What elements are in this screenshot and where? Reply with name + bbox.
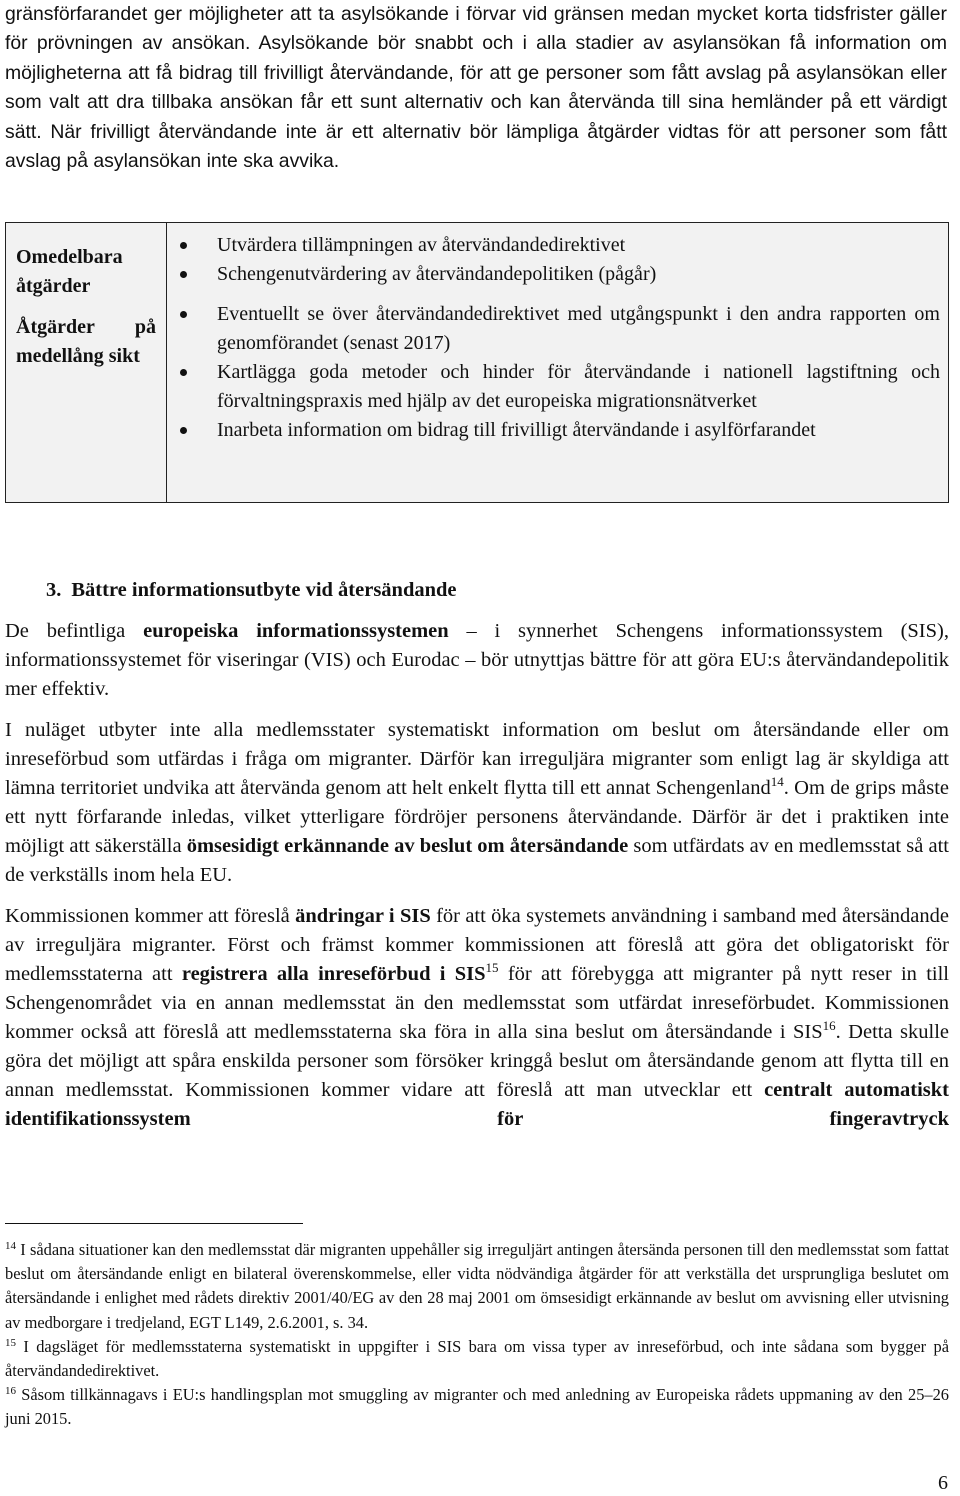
section-number: 3. — [46, 579, 62, 601]
text-run: . Om de grips måste ett nytt förfarande inledas, vilket ytterligare fördröjer personens återvändande. Därför är det i praktiken inte möjligt att säkerställa — [5, 777, 950, 857]
text-run: De befintliga — [5, 620, 144, 642]
text-run: för att öka systemets användning i samband med återsändande av irreguljära migranter. Först och främst kommer kommissionen att föreslå att göra det obligatoriskt för medlemsstaterna att — [5, 905, 949, 985]
text-run: som utfärdats av en medlemsstat så att de verkställs inom hela EU. — [5, 835, 949, 886]
footnote-ref: 14 — [770, 774, 784, 789]
list-item: Utvärdera tillämpningen av återvändandedirektivet — [177, 231, 940, 260]
paragraph-1 — [5, 617, 949, 704]
section-title: Bättre informationsutbyte vid återsändande — [71, 579, 457, 601]
body-text — [5, 617, 949, 1134]
footnote — [5, 1335, 949, 1383]
footnote-ref: 16 — [822, 1018, 836, 1033]
footnote — [5, 1383, 949, 1431]
list-item: Eventuellt se över återvändandedirektivet med utgångspunkt i den andra rapporten om genomförandet (senast 2017) — [177, 300, 940, 358]
action-table-labels — [6, 223, 167, 502]
footnotes — [5, 1238, 949, 1432]
action-table — [5, 222, 949, 503]
footnote-text: I dagsläget för medlemsstaterna systematiskt in uppgifter i SIS bara om vissa typer av inreseförbud, och inte sådana som bygger på återvändandedirektivet. — [5, 1336, 949, 1381]
intro-paragraph: gränsförfarandet ger möjligheter att ta asylsökande i förvar vid gränsen medan mycket korta tidsfrister gäller för prövningen av ansökan. Asylsökande bör snabbt och i alla stadier av asylansökan få information om möjligheterna att få bidrag till frivilligt återvändande, för att ge personer som fått avslag på asylansökan eller som valt att dra tillbaka ansökan får ett sunt alternativ och kan återvända till sina hemländer på ett värdigt sätt. När frivilligt återvändande inte är ett alternativ bör lämpliga åtgärder vidtas för att personer som fått avslag på asylansökan inte ska avvika. — [5, 3, 947, 173]
text-run-bold: registrera alla inreseförbud i SIS — [181, 963, 486, 985]
label-medium-term-actions: Åtgärder på medellång sikt — [16, 316, 156, 367]
list-item: Inarbeta information om bidrag till frivilligt återvändande i asylförfarandet — [177, 416, 940, 445]
text-run-bold: ändringar i SIS — [295, 905, 431, 927]
document-page — [5, 0, 950, 1429]
text-run-bold: centralt automatiskt identifikationssystem för fingeravtryck — [5, 1079, 949, 1130]
page-number: 6 — [938, 1472, 948, 1494]
footnote-ref: 15 — [485, 960, 499, 975]
label-immediate-actions: Omedelbara åtgärder — [16, 246, 123, 297]
text-run-bold: ömsesidigt erkännande av beslut om återsändande — [186, 835, 629, 857]
footnote-text: Såsom tillkännagavs i EU:s handlingsplan mot smuggling av migranter och med anledning av Europeiska rådets uppmaning av den 25–26 juni 2015. — [5, 1385, 949, 1429]
footnote-text: I sådana situationer kan den medlemsstat där migranten uppehåller sig irreguljärt antingen återsända personen till den medlemsstat som fattat beslut om återsändande enligt en bilateral överenskommelse, eller vidta nödvändiga åtgärder för att verkställa det ursprungliga beslutet om återsändande i enlighet med rådets direktiv 2001/40/EG av den 28 maj 2001 om ömsesidigt erkännande av beslut om avvisning eller utvisning av medborgare i tredjeland, EGT L149, 2.6.2001, s. 34. — [5, 1240, 949, 1332]
footnote-divider — [5, 1223, 303, 1224]
footnote-number: 14 — [5, 1240, 16, 1252]
list-item: Schengenutvärdering av återvändandepolitiken (pågår) — [177, 260, 940, 289]
text-run: för att förebygga att migranter på nytt reser in till Schengenområdet via en annan medlemsstat än den medlemsstat som utfärdat inreseförbudet. Kommissionen kommer också att föreslå att medlemsstaterna ska föra in alla sina beslut om återsändande i SIS — [5, 963, 950, 1043]
text-run: Kommissionen kommer att föreslå — [5, 905, 296, 927]
text-run: – i synnerhet Schengens informationssystem (SIS), informationssystemet för viseringar (VIS) och Eurodac – bör utnyttjas bättre för att göra EU:s återvändandepolitik mer effektiv. — [5, 620, 949, 700]
footnote — [5, 1238, 949, 1335]
text-run-bold: europeiska informationssystemen — [143, 620, 449, 642]
text-run: I nuläget utbyter inte alla medlemsstater systematiskt information om beslut om återsändande eller om inreseförbud som utfärdas i fråga om migranter. Därför kan irreguljära migranter som enligt lag är skyldiga att lämna territoriet undvika att återvända genom att helt enkelt flytta till ett annat Schengenland — [5, 719, 949, 799]
action-list — [177, 231, 940, 445]
section-heading — [46, 576, 457, 605]
paragraph-2 — [5, 716, 949, 890]
footnote-number: 15 — [5, 1336, 16, 1349]
footnote-number: 16 — [5, 1385, 16, 1398]
text-run: . Detta skulle göra det möjligt att spåra enskilda personer som försöker kringgå beslut om återsändande genom att flytta till en annan medlemsstat. Kommissionen kommer vidare att föreslå att man utvecklar ett — [5, 1021, 949, 1101]
action-table-items — [167, 223, 948, 502]
paragraph-3 — [5, 902, 949, 1134]
list-item: Kartlägga goda metoder och hinder för återvändande i nationell lagstiftning och förvaltningspraxis med hjälp av det europeiska migrationsnätverket — [177, 358, 940, 416]
